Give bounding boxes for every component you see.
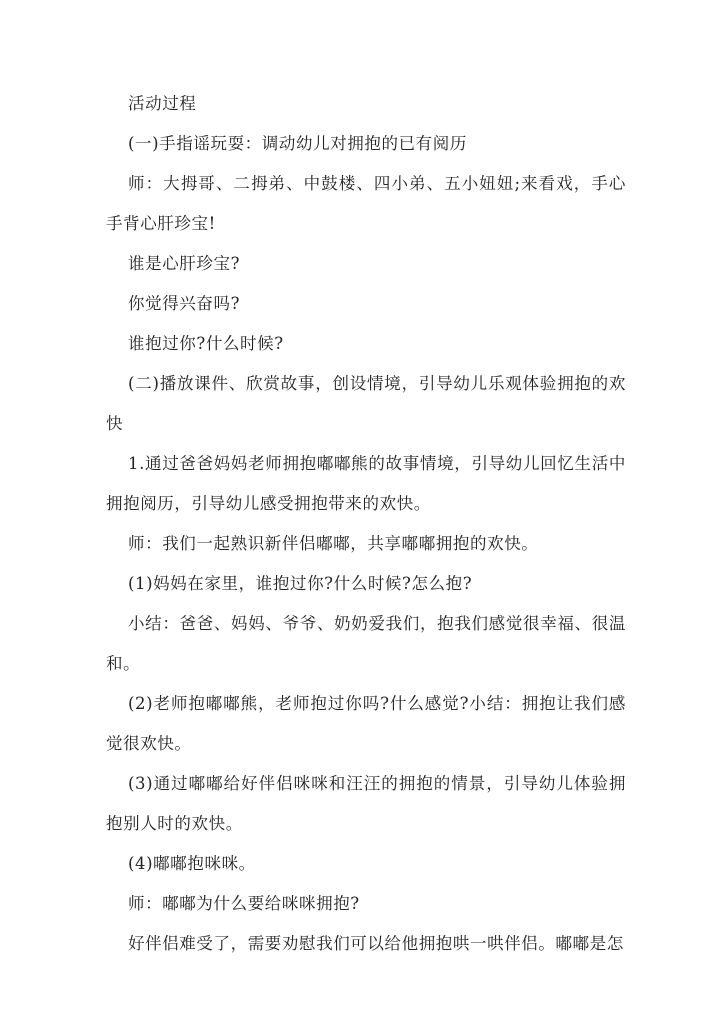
paragraph-step-1: 1.通过爸爸妈妈老师拥抱嘟嘟熊的故事情境，引导幼儿回忆生活中拥抱阅历，引导幼儿感受拥抱带来的欢快。 — [106, 454, 626, 513]
paragraph-teacher-rhyme: 师：大拇哥、二拇弟、中鼓楼、四小弟、五小妞妞;来看戏，手心手背心肝珍宝! — [106, 174, 626, 233]
paragraph-teacher-intro: 师：我们一起熟识新伴侣嘟嘟，共享嘟嘟拥抱的欢快。 — [128, 534, 539, 553]
paragraph-question-2: 你觉得兴奋吗? — [128, 294, 241, 313]
section-heading-activity-process: 活动过程 — [128, 94, 197, 113]
paragraph-summary-1: 小结：爸爸、妈妈、爷爷、奶奶爱我们，抱我们感觉很幸福、很温和。 — [106, 614, 626, 673]
paragraph-item-2: (2)老师抱嘟嘟熊，老师抱过你吗?什么感觉?小结：拥抱让我们感觉很欢快。 — [106, 694, 626, 753]
paragraph-item-3: (3)通过嘟嘟给好伴侣咪咪和汪汪的拥抱的情景，引导幼儿体验拥抱别人时的欢快。 — [106, 774, 626, 833]
paragraph-question-1: 谁是心肝珍宝? — [128, 254, 241, 273]
subheading-part-one: (一)手指谣玩耍：调动幼儿对拥抱的已有阅历 — [128, 134, 467, 153]
paragraph-question-3: 谁抱过你?什么时候? — [128, 334, 284, 353]
paragraph-item-1: (1)妈妈在家里，谁抱过你?什么时候?怎么抱? — [128, 574, 473, 593]
paragraph-answer: 好伴侣难受了，需要劝慰我们可以给他拥抱哄一哄伴侣。嘟嘟是怎 — [128, 934, 624, 953]
paragraph-item-4: (4)嘟嘟抱咪咪。 — [128, 854, 256, 873]
subheading-part-two: (二)播放课件、欣赏故事，创设情境，引导幼儿乐观体验拥抱的欢快 — [106, 374, 626, 433]
paragraph-teacher-question: 师：嘟嘟为什么要给咪咪拥抱? — [128, 894, 360, 913]
